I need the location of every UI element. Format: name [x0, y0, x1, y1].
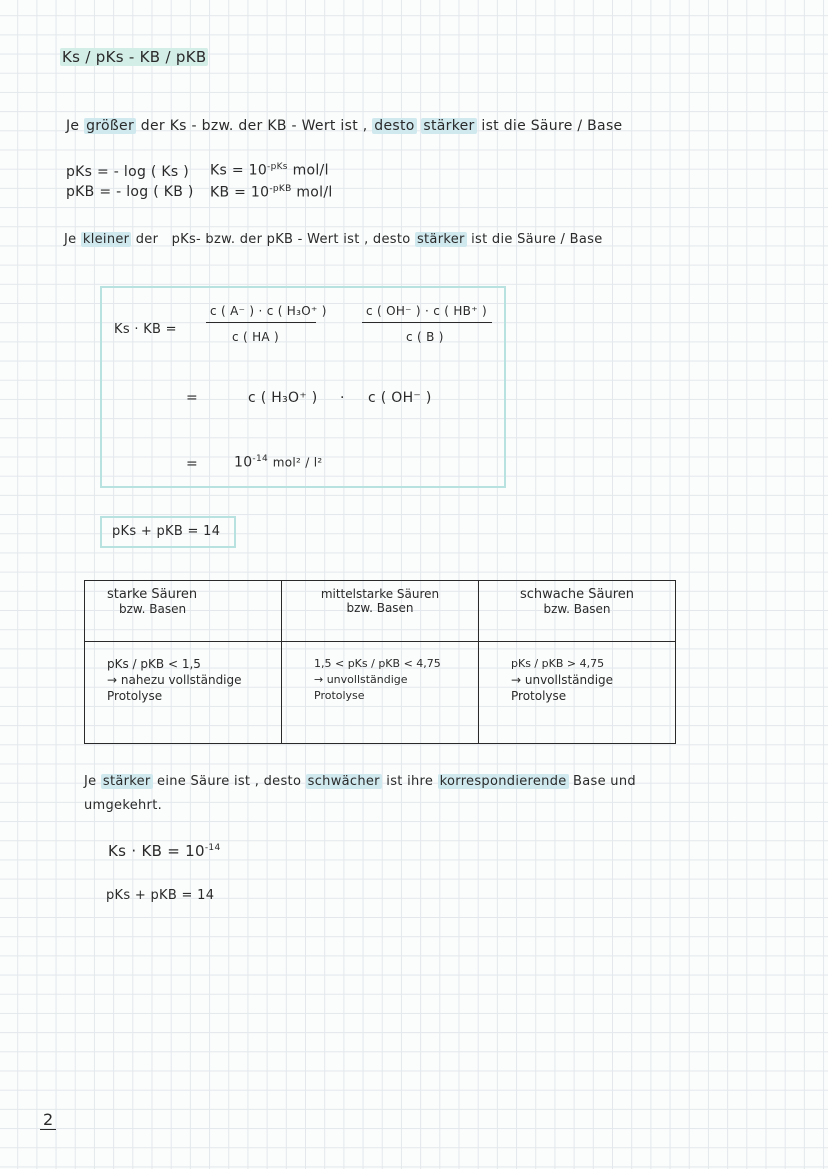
fraction-2-numerator: c ( OH⁻ ) · c ( HB⁺ ): [366, 304, 487, 318]
box-kw-value: $10^{-14}$ mol² / l²: [234, 454, 323, 471]
closing-sentence: Je stärker eine Säure ist , desto schwächer ist ihre korrespondierende Base und: [84, 774, 636, 789]
table-cell-strong: pKs / pKB < 1,5 → nahezu vollständige Protolyse: [85, 642, 282, 744]
formula-pkb: pKB = - log ( KB ): [66, 184, 194, 200]
table-header-weak: schwache Säuren bzw. Basen: [479, 581, 676, 642]
sum-box-text: pKs + pKB = 14: [112, 524, 221, 539]
box-equals-3: =: [186, 456, 199, 472]
fraction-2-line: [362, 322, 492, 323]
table-cell-weak: pKs / pKB > 4,75 → unvollständige Protolyse: [479, 642, 676, 744]
box-dot: ·: [340, 390, 345, 406]
page-title: [60, 48, 208, 66]
box-h3o: c ( H₃O⁺ ): [248, 390, 318, 406]
box-lhs: Ks · KB =: [114, 322, 177, 337]
final-sum: pKs + pKB = 14: [106, 888, 215, 903]
second-sentence: Je kleiner der pKs- bzw. der pKB - Wert ist , desto stärker ist die Säure / Base: [64, 232, 603, 247]
intro-sentence: Je größer der Ks - bzw. der KB - Wert ist , desto stärker ist die Säure / Base: [66, 118, 623, 134]
final-product: Ks · KB = $10^{-14}$: [108, 842, 221, 860]
table-cell-medium: 1,5 < pKs / pKB < 4,75 → unvollständige Protolyse: [282, 642, 479, 744]
fraction-1-line: [206, 322, 316, 323]
fraction-1-numerator: c ( A⁻ ) · c ( H₃O⁺ ): [210, 304, 327, 318]
page-number: 2: [40, 1110, 56, 1129]
table-header-strong: starke Säuren bzw. Basen: [85, 581, 282, 642]
fraction-1-denominator: c ( HA ): [232, 330, 280, 344]
table-row: [85, 642, 676, 744]
table-header-row: [85, 581, 676, 642]
formula-ks: $Ks = 10^{-pKs}$ mol/l: [210, 162, 329, 179]
box-oh: c ( OH⁻ ): [368, 390, 432, 406]
closing-line-2: umgekehrt.: [84, 798, 163, 813]
table-header-medium: mittelstarke Säuren bzw. Basen: [282, 581, 479, 642]
acid-strength-table: [84, 580, 676, 744]
formula-pks: pKs = - log ( Ks ): [66, 164, 189, 180]
formula-kb: KB = $10^{-pKB}$ mol/l: [210, 184, 333, 201]
title-highlight: Ks / pKs - KB / pKB: [62, 48, 207, 66]
fraction-2-denominator: c ( B ): [406, 330, 444, 344]
box-equals-2: =: [186, 390, 199, 406]
